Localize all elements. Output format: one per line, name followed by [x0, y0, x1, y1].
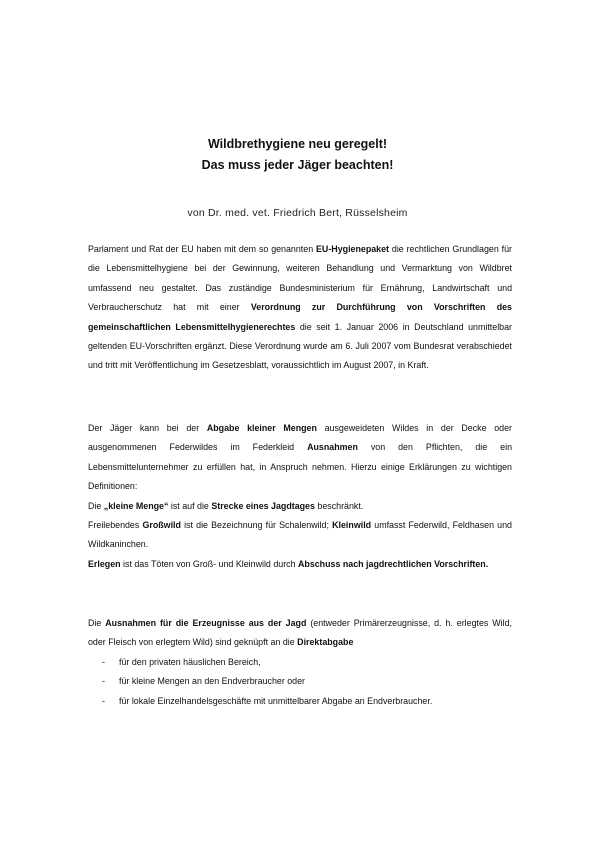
bold-term-abgabe-kleiner-mengen: Abgabe kleiner Mengen	[206, 423, 317, 433]
title-line-2: Das muss jeder Jäger beachten!	[201, 158, 394, 172]
text-run: die seit 1. Januar 2006 in Deutschland unmittelbar geltenden EU-Vorschriften ergänzt. Diese Verordnung wurde am 6. Juli 2007 vom Bundesrat verabschiedet und tritt mit Veröffentlichung im Gesetzesblatt, voraussichtlich im August 2007, in Kraft.	[88, 321, 512, 371]
author-line: von Dr. med. vet. Friedrich Bert, Rüsselsheim	[187, 207, 408, 219]
bold-term-abschuss: Abschuss nach jagdrechtlichen Vorschriften.	[297, 558, 489, 569]
text-run: ist die Bezeichnung für Schalenwild;	[180, 520, 333, 531]
text-run: ist das Töten von Groß- und Kleinwild durch	[120, 558, 298, 569]
definition-kleine-menge	[88, 497, 512, 516]
paragraph-text	[88, 614, 512, 653]
text-run: ausgeweideten Wildes in der Decke oder ausgenommenen Federwildes im Federkleid	[88, 423, 512, 453]
list-item	[88, 692, 512, 711]
text-run: beschränkt.	[314, 500, 364, 511]
bullet-dash: -	[102, 695, 105, 706]
paragraph-text	[88, 240, 512, 376]
text-run: Die	[88, 500, 104, 511]
bullet-dash: -	[102, 676, 105, 687]
list-item	[88, 672, 512, 691]
bold-term-eu-hygienepaket: EU-Hygienepaket	[316, 244, 390, 254]
bold-term-kleinwild: Kleinwild	[332, 520, 372, 531]
text-run: (entweder Primärerzeugnisse, d. h. erlegtes Wild, oder Fleisch von erlegtem Wild) sind geknüpft an die	[88, 618, 512, 648]
paragraph-kleine-mengen	[88, 419, 512, 574]
text-run: Parlament und Rat der EU haben mit dem so genannten	[88, 244, 317, 254]
bold-term-kleine-menge: „kleine Menge“	[103, 500, 169, 511]
bold-term-erlegen: Erlegen	[88, 558, 121, 569]
list-item-text: für lokale Einzelhandelsgeschäfte mit unmittelbarer Abgabe an Endverbraucher.	[119, 695, 433, 706]
text-run: die rechtlichen Grundlagen für die Lebensmittelhygiene bei der Gewinnung, weiteren Behandlung und Vermarktung von Wildbret umfassend neu gestaltet. Das zuständige Bundesministerium für Ernährung, Landwirtschaft und Verbraucherschutz hat mit einer	[88, 244, 512, 313]
bold-term-ausnahmen-erzeugnisse: Ausnahmen für die Erzeugnisse aus der Jagd	[105, 618, 307, 628]
definition-grosswild	[88, 516, 512, 555]
text-run: Die	[88, 618, 106, 628]
definition-erlegen	[88, 555, 512, 574]
text-run: von den Pflichten, die ein Lebensmittelunternehmer zu erfüllen hat, in Anspruch nehmen. Hierzu einige Erklärungen zu wichtigen Definitionen:	[88, 442, 513, 492]
paragraph-eu-hygienepaket	[88, 240, 512, 376]
title-line-1: Wildbrethygiene neu geregelt!	[207, 137, 388, 151]
bold-term-grosswild: Großwild	[142, 520, 181, 531]
paragraph-text	[88, 419, 512, 497]
bullet-dash: -	[102, 656, 105, 667]
list-item-text: für den privaten häuslichen Bereich,	[119, 656, 261, 667]
list-item	[88, 653, 512, 672]
paragraph-ausnahmen-jagd	[88, 614, 512, 711]
document-title	[0, 134, 595, 176]
text-run: Freilebendes	[88, 520, 143, 531]
text-run: umfasst Federwild, Feldhasen und Wildkaninchen.	[88, 520, 512, 550]
bold-term-strecke: Strecke eines Jagdtages	[211, 500, 315, 511]
bold-term-ausnahmen: Ausnahmen	[307, 442, 358, 453]
bold-term-direktabgabe: Direktabgabe	[297, 637, 354, 648]
text-run: ist auf die	[168, 500, 212, 511]
bold-term-verordnung: Verordnung zur Durchführung von Vorschriften des gemeinschaftlichen Lebensmittelhygienerechtes	[88, 302, 512, 332]
text-run: Der Jäger kann bei der	[88, 423, 207, 433]
list-item-text: für kleine Mengen an den Endverbraucher oder	[119, 676, 306, 687]
bullet-list	[88, 653, 512, 711]
